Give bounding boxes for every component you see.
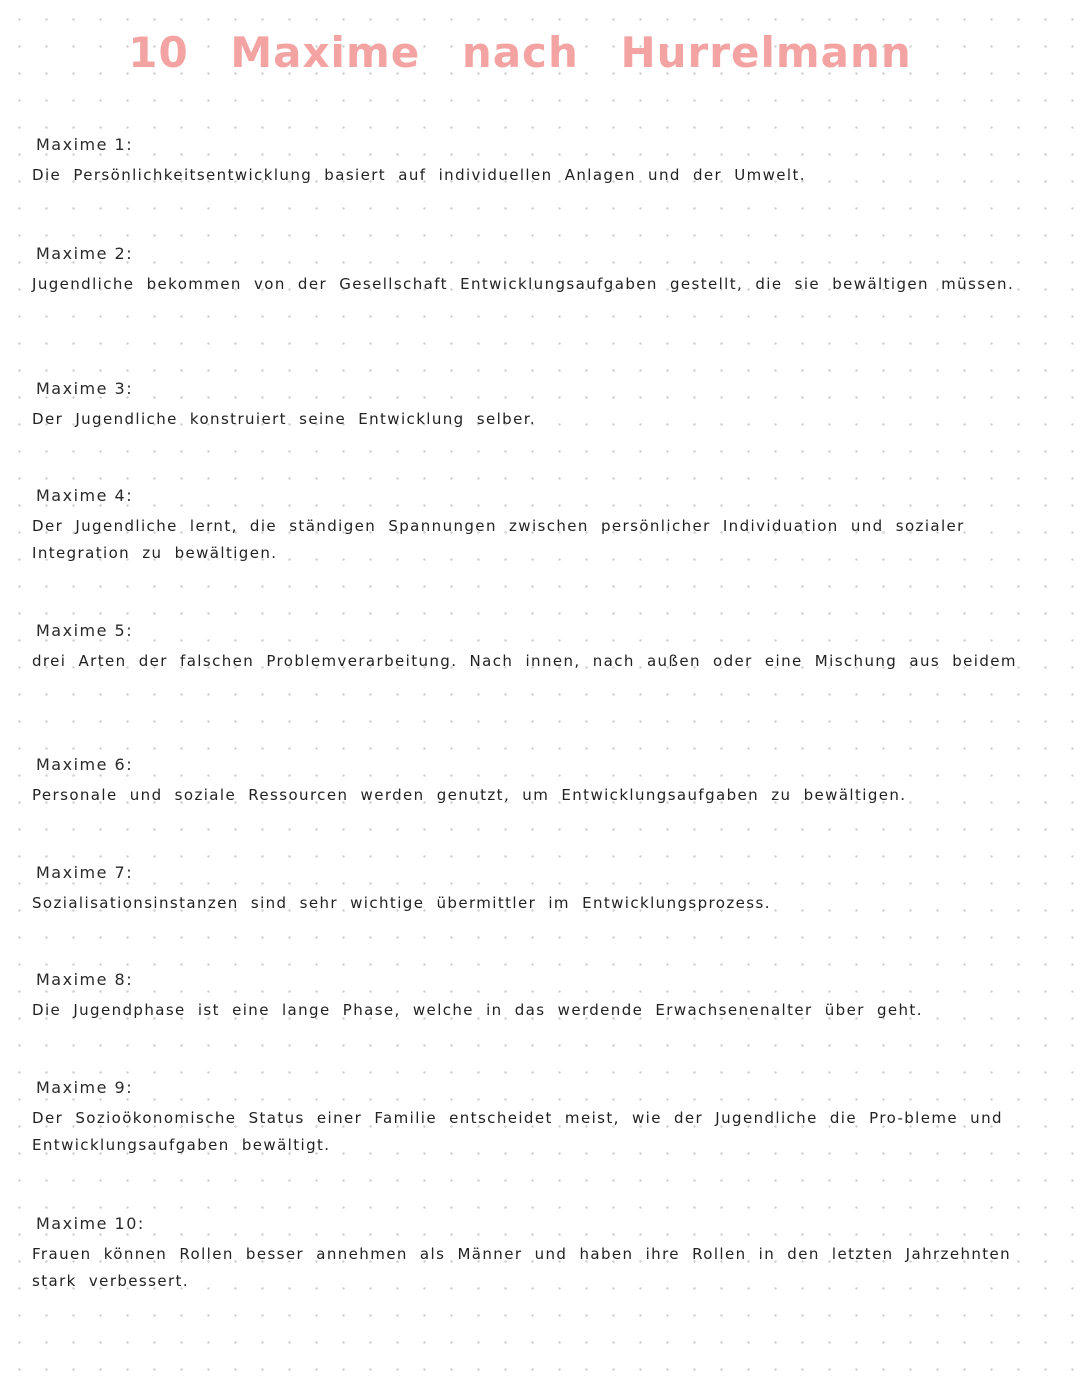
maxim-1	[32, 134, 1062, 189]
maxim-text: Personale und soziale Ressourcen werden genutzt, um Entwicklungsaufgaben zu bewältigen.	[32, 786, 907, 804]
maxim-heading: Maxime 2:	[36, 244, 134, 263]
maxim-10	[32, 1213, 1062, 1295]
maxim-7	[32, 862, 1062, 917]
maxim-9	[32, 1077, 1062, 1159]
maxim-6	[32, 754, 1062, 809]
maxim-5	[32, 620, 1062, 675]
maxim-text: Frauen können Rollen besser annehmen als Männer und haben ihre Rollen in den letzten Jahrzehnten stark verbessert.	[32, 1245, 1012, 1290]
maxim-text: Jugendliche bekommen von der Gesellschaft Entwicklungsaufgaben gestellt, die sie bewältigen müssen.	[32, 275, 1015, 293]
maxim-heading: Maxime 7:	[36, 863, 134, 882]
page-title: 10 Maxime nach Hurrelmann	[128, 28, 912, 77]
maxim-heading: Maxime 9:	[36, 1078, 134, 1097]
maxim-heading: Maxime 6:	[36, 755, 134, 774]
maxim-3	[32, 378, 1062, 433]
maxim-4	[32, 485, 1062, 567]
maxim-2	[32, 243, 1062, 298]
maxim-8	[32, 969, 1062, 1024]
maxim-text: Sozialisationsinstanzen sind sehr wichtige übermittler im Entwicklungsprozess.	[32, 894, 771, 912]
maxim-text: Der Sozioökonomische Status einer Familie entscheidet meist, wie der Jugendliche die Pro-bleme und Entwicklungsaufgaben bewältigt.	[32, 1109, 1003, 1154]
maxim-text: Der Jugendliche lernt, die ständigen Spannungen zwischen persönlicher Individuation und sozialer Integration zu bewältigen.	[32, 517, 965, 562]
maxim-text: Die Persönlichkeitsentwicklung basiert auf individuellen Anlagen und der Umwelt.	[32, 166, 806, 184]
maxim-text: Der Jugendliche konstruiert seine Entwicklung selber.	[32, 410, 537, 428]
maxim-heading: Maxime 10:	[36, 1214, 145, 1233]
maxim-text: Die Jugendphase ist eine lange Phase, welche in das werdende Erwachsenenalter über geht.	[32, 1001, 923, 1019]
maxim-text: drei Arten der falschen Problemverarbeitung. Nach innen, nach außen oder eine Mischung aus beidem	[32, 652, 1017, 670]
maxim-heading: Maxime 8:	[36, 970, 134, 989]
maxim-heading: Maxime 5:	[36, 621, 134, 640]
maxim-heading: Maxime 3:	[36, 379, 134, 398]
maxim-heading: Maxime 1:	[36, 135, 134, 154]
maxim-heading: Maxime 4:	[36, 486, 134, 505]
